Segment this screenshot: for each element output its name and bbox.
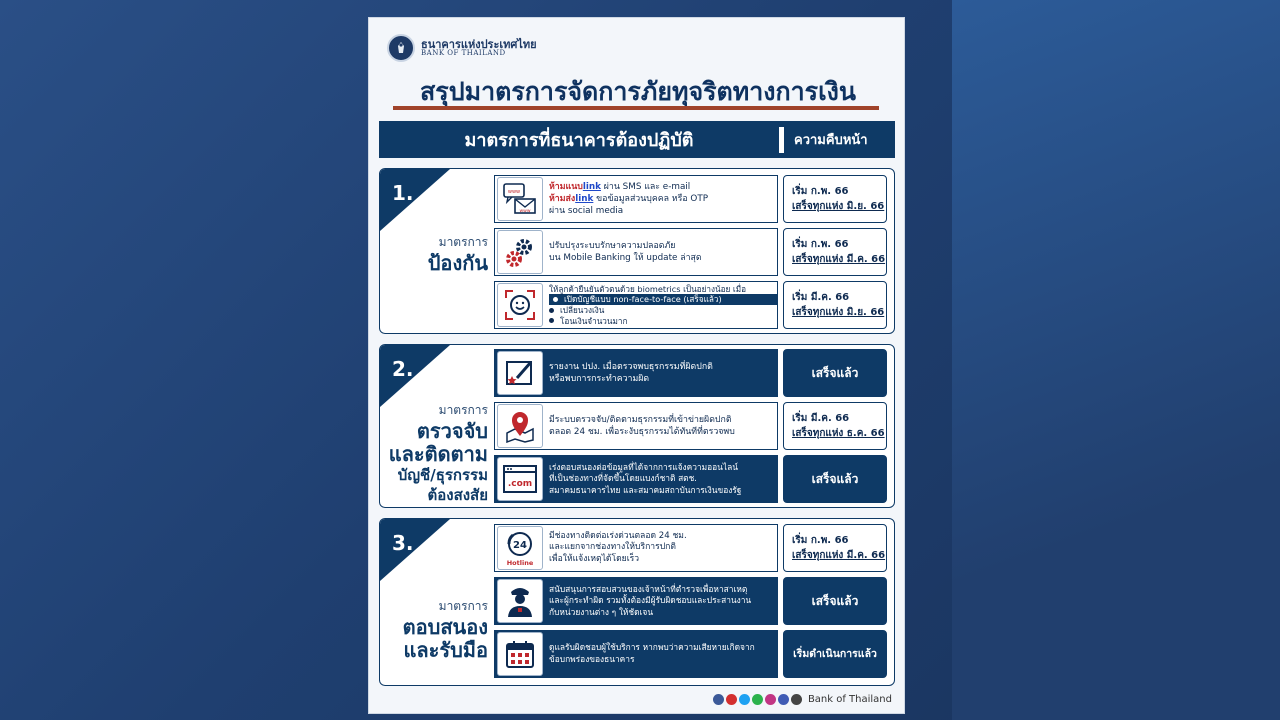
report-icon <box>497 351 543 395</box>
svg-text:www: www <box>519 209 531 214</box>
logo-thai-text: ธนาคารแห่งประเทศไทย <box>421 37 537 51</box>
measure-row: ดูแลรับผิดชอบผู้ใช้บริการ หากพบว่าความเสียหายเกิดจาก ข้อบกพร่องของธนาคาร <box>494 630 778 678</box>
page-title: สรุปมาตรการจัดการภัยทุจริตทางการเงิน <box>420 77 856 106</box>
section-label: มาตรการ ป้องกัน <box>427 235 488 275</box>
hotline-icon <box>497 526 543 570</box>
twitter-icon[interactable] <box>739 694 750 705</box>
progress-status: เริ่ม มี.ค. 66 เสร็จทุกแห่ง มิ.ย. 66 <box>783 281 887 329</box>
bot-seal-icon <box>387 34 415 62</box>
progress-status: เริ่มดำเนินการแล้ว <box>783 630 887 678</box>
link-text: link <box>575 193 594 204</box>
title-underline <box>393 106 879 110</box>
progress-status: เริ่ม ก.พ. 66 เสร็จทุกแห่ง มิ.ย. 66 <box>783 175 887 223</box>
section-detection <box>379 344 895 508</box>
section-label: มาตรการ ตรวจจับ และติดตาม บัญชี/ธุรกรรม ต้องสงสัย <box>388 403 488 504</box>
svg-text:.com: .com <box>507 479 533 489</box>
measures-header: มาตรการที่ธนาคารต้องปฏิบัติ <box>464 130 694 151</box>
column-header-bar <box>379 121 895 158</box>
youtube-icon[interactable] <box>726 694 737 705</box>
measure-row: ปรับปรุงระบบรักษาความปลอดภัย บน Mobile Banking ให้ update ล่าสุด <box>494 228 778 276</box>
section-number: 3. <box>392 531 414 555</box>
police-officer-icon <box>497 579 543 623</box>
footer-brand: Bank of Thailand <box>807 694 892 705</box>
calendar-icon <box>497 632 543 676</box>
measure-row: ให้ลูกค้ายืนยันตัวตนด้วย biometrics เป็นอย่างน้อย เมื่อ เปิดบัญชีแบบ non-face-to-face (เสร็จแล้ว) เปลี่ยนวงเงิน โอนเงินจำนวนมาก <box>494 281 778 329</box>
footer <box>713 694 892 705</box>
section-prevention <box>379 168 895 334</box>
progress-status: เสร็จแล้ว <box>783 455 887 503</box>
link-text: link <box>582 181 601 192</box>
measure-row: 24 Hotline มีช่องทางติดต่อเร่งด่วนตลอด 24 ชม. และแยกจากช่องทางให้บริการปกติ เพื่อให้แจ้งเหตุได้โดยเร็ว <box>494 524 778 572</box>
podcast-icon[interactable] <box>791 694 802 705</box>
section-number: 2. <box>392 357 414 381</box>
svg-text:24: 24 <box>513 540 527 551</box>
bot-logo <box>387 34 537 62</box>
sms-email-icon <box>497 177 543 221</box>
progress-status: เสร็จแล้ว <box>783 349 887 397</box>
gears-icon <box>497 230 543 274</box>
header-divider <box>779 127 784 153</box>
line-icon[interactable] <box>752 694 763 705</box>
measure-row: มีระบบตรวจจับ/ติดตามธุรกรรมที่เข้าข่ายผิดปกติ ตลอด 24 ชม. เพื่อระงับธุรกรรมได้ทันทีที่ตรวจพบ <box>494 402 778 450</box>
background-panel <box>952 0 1280 720</box>
location-pin-icon <box>497 404 543 448</box>
section-number: 1. <box>392 181 414 205</box>
section-corner-2 <box>380 345 450 407</box>
face-scan-icon <box>497 283 543 327</box>
measure-row: รายงาน ปปง. เมื่อตรวจพบธุรกรรมที่ผิดปกติ หรือพบการกระทำความผิด <box>494 349 778 397</box>
facebook-icon[interactable] <box>713 694 724 705</box>
bullet-item: โอนเงินจำนวนมาก <box>549 316 777 327</box>
section-corner-1 <box>380 169 450 231</box>
measure-row: .com เร่งตอบสนองต่อข้อมูลที่ได้จากการแจ้งความออนไลน์ ที่เป็นช่องทางที่จัดขึ้นโดยแบงก์ชาติ สตช. สมาคมธนาคารไทย และสมาคมสถาบันการเงินของรัฐ <box>494 455 778 503</box>
svg-text:Hotline: Hotline <box>506 559 534 567</box>
measure-row: www www ห้ามแนบlink ผ่าน SMS และ e-mail ห้ามส่งlink ขอข้อมูลส่วนบุคคล หรือ OTP ผ่าน social media <box>494 175 778 223</box>
infographic-poster <box>368 17 905 714</box>
blockdit-icon[interactable] <box>778 694 789 705</box>
progress-header: ความคืบหน้า <box>794 133 868 148</box>
svg-text:www: www <box>507 189 521 195</box>
progress-status: เริ่ม ก.พ. 66 เสร็จทุกแห่ง มี.ค. 66 <box>783 228 887 276</box>
progress-status: เริ่ม มี.ค. 66 เสร็จทุกแห่ง ธ.ค. 66 <box>783 402 887 450</box>
bullet-item: เปลี่ยนวงเงิน <box>549 305 777 316</box>
logo-english-text: BANK OF THAILAND <box>421 49 506 58</box>
bullet-item: เปิดบัญชีแบบ non-face-to-face (เสร็จแล้ว) <box>549 294 777 305</box>
section-response <box>379 518 895 686</box>
progress-status: เริ่ม ก.พ. 66 เสร็จทุกแห่ง มี.ค. 66 <box>783 524 887 572</box>
progress-status: เสร็จแล้ว <box>783 577 887 625</box>
measure-row: สนับสนุนการสอบสวนของเจ้าหน้าที่ตำรวจเพื่อหาสาเหตุ และผู้กระทำผิด รวมทั้งต้องมีผู้รับผิดชอบและประสานงาน กับหน่วยงานต่าง ๆ ให้ชัดเจน <box>494 577 778 625</box>
dotcom-icon <box>497 457 543 501</box>
section-label: มาตรการ ตอบสนอง และรับมือ <box>402 599 488 662</box>
instagram-icon[interactable] <box>765 694 776 705</box>
section-corner-3 <box>380 519 450 581</box>
